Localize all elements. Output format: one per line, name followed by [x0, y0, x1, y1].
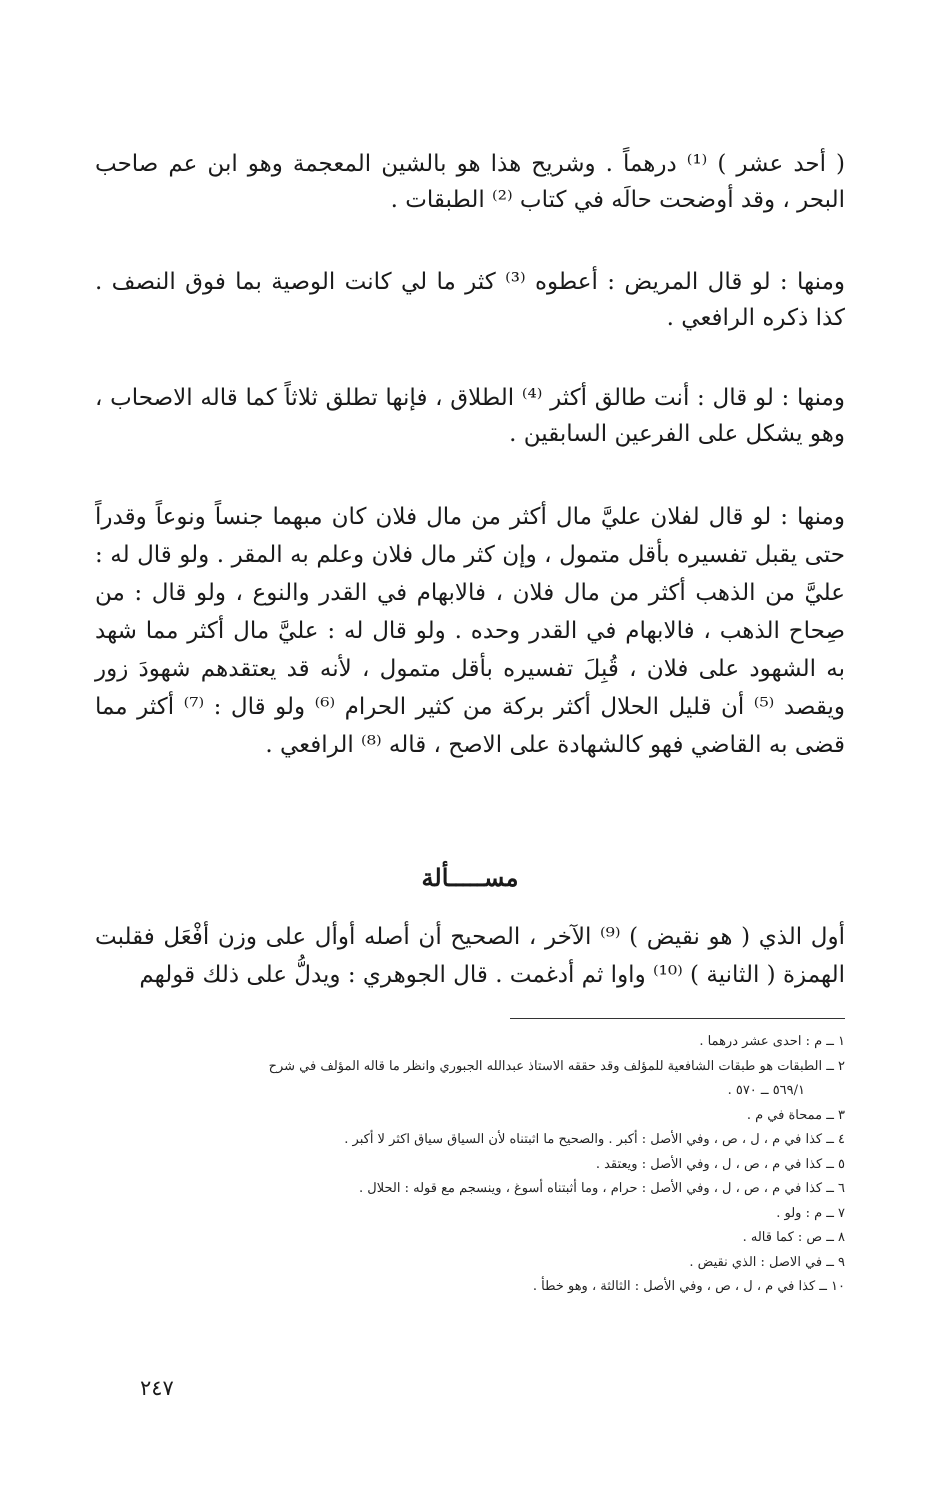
page-number: ٢٤٧ [140, 1376, 174, 1400]
footnote-separator [510, 1018, 845, 1019]
paragraph-3: ومنها : لو قال : أنت طالق أكثر ⁽⁴⁾ الطلاق ، فإنها تطلق ثلاثاً كما قاله الاصحاب ، وهو يشكل على الفرعين السابقين . [95, 385, 845, 447]
footnote-5: ٥ ــ كذا في م ، ص ، ل ، وفي الأصل : ويعتقد . [595, 1156, 845, 1172]
paragraph-2: ومنها : لو قال المريض : أعطوه ⁽³⁾ كثر ما لي كانت الوصية بما فوق النصف . كذا ذكره الرافعي . [95, 269, 846, 331]
paragraph-5: أول الذي ( هو نقيض ) ⁽⁹⁾ الآخر ، الصحيح أن أصله أوأل على وزن أفْعَل فقلبت الهمزة ( الثانية ) ⁽¹⁰⁾ واوا ثم أدغمت . قال الجوهري : ويدلُّ على ذلك قولهم [95, 924, 845, 988]
paragraph-1: ( أحد عشر ) ⁽¹⁾ درهماً . وشريح هذا هو بالشين المعجمة وهو ابن عم صاحب البحر ، وقد أوضحت حالَه في كتاب ⁽²⁾ الطبقات . [95, 151, 845, 213]
section-heading: مســـــألة [421, 863, 519, 892]
footnote-10: ١٠ ــ كذا في م ، ل ، ص ، وفي الأصل : الثالثة ، وهو خطأ . [532, 1279, 845, 1294]
footnote-4: ٤ ــ كذا في م ، ل ، ص ، وفي الأصل : أكبر . والصحيح ما اثبتناه لأن السياق سياق اكثر لا أكبر . [344, 1132, 845, 1147]
paragraph-4: ومنها : لو قال لفلان عليَّ مال أكثر من مال فلان كان مبهما جنساً ونوعاً وقدراً حتى يقبل تفسيره بأقل متمول ، وإن كثر مال فلان وعلم به المقر . ولو قال له : عليَّ من الذهب أكثر من مال فلان ، فالابهام في القدر والنوع ، ولو قال : من صِحاح الذهب ، فالابهام في القدر وحده . ولو قال له : عليَّ مال أكثر مما شهد به الشهود على فلان ، قُبِلَ تفسيره بأقل متمول ، لأنه قد يعتقدهم شهودَ زور ويقصد ⁽⁵⁾ أن قليل الحلال أكثر بركة من كثير الحرام ⁽⁶⁾ ولو قال : ⁽⁷⁾ أكثر مما قضى به القاضي فهو كالشهادة على الاصح ، قاله ⁽⁸⁾ الرافعي . [95, 504, 845, 758]
footnote-3: ٣ ــ ممحاة في م . [746, 1107, 845, 1123]
footnote-9: ٩ ــ في الاصل : الذي نقيض . [689, 1254, 845, 1270]
footnote-8: ٨ ــ ص : كما قاله . [742, 1230, 845, 1245]
footnotes [75, 1030, 845, 1300]
footnote-1: ١ ــ م : احدى عشر درهما . [699, 1034, 845, 1049]
footnote-7: ٧ ــ م : ولو . [776, 1205, 845, 1221]
footnote-6: ٦ ــ كذا في م ، ص ، ل ، وفي الأصل : حرام ، وما أثبتناه أسوغ ، وينسجم مع قوله : الحلال . [359, 1181, 845, 1196]
footnote-2-continued: ٥٦٩/١ ــ ٥٧٠ . [727, 1083, 805, 1098]
footnote-2: ٢ ــ الطبقات هو طبقات الشافعية للمؤلف وقد حققه الاستاذ عبدالله الجبوري وانظر ما قاله المؤلف في شرح [268, 1058, 845, 1074]
